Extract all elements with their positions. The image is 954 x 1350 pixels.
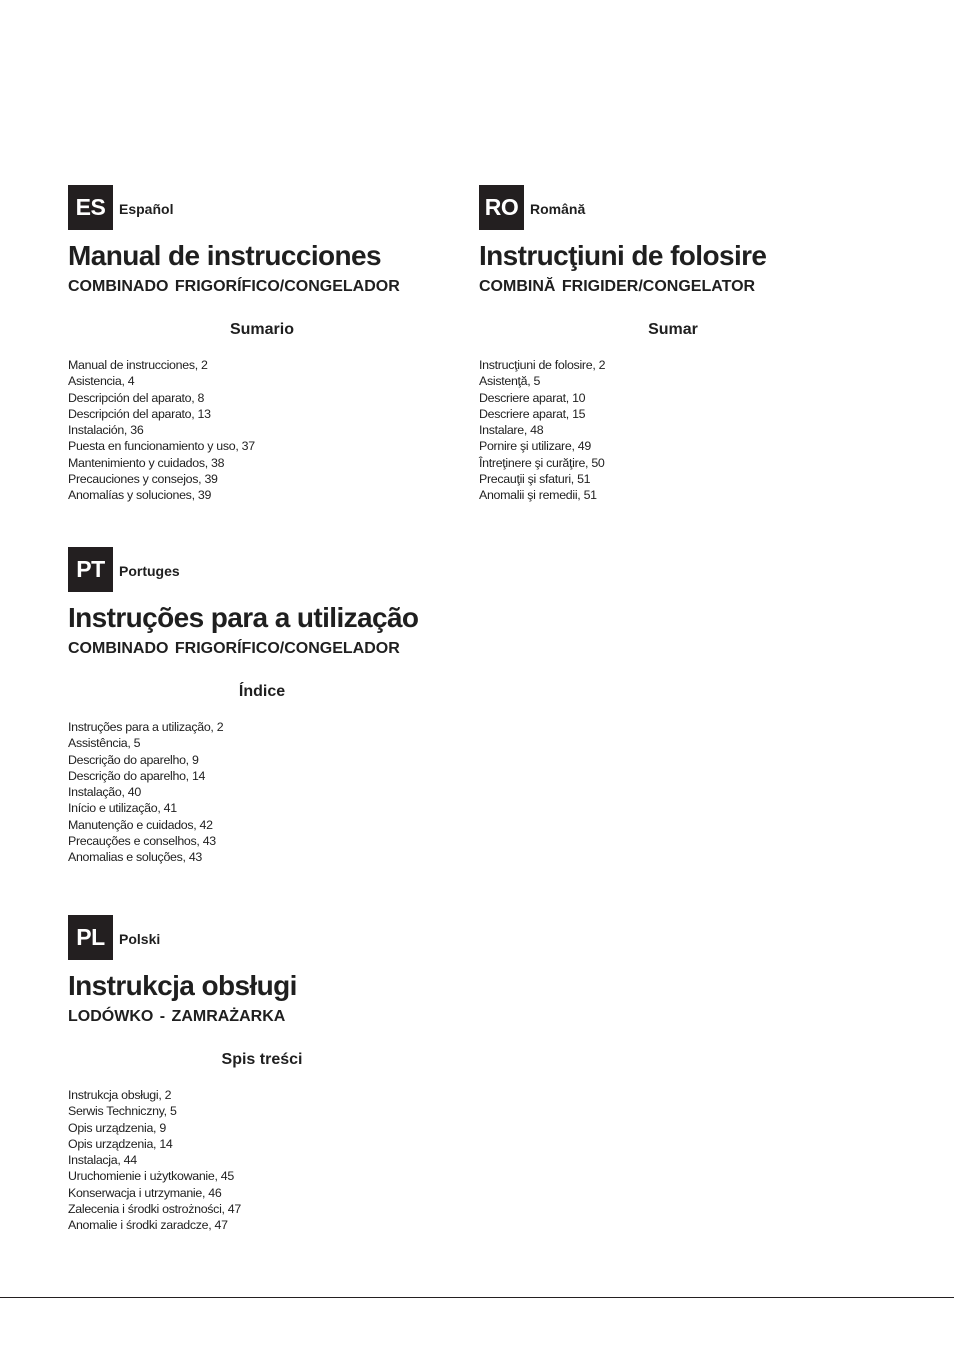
product-subtitle: COMBINADO FRIGORÍFICO/CONGELADOR <box>68 278 400 295</box>
language-code-badge: PL <box>68 915 113 960</box>
toc-item: Descriere aparat, 10 <box>479 390 586 405</box>
toc-item: Precauções e conselhos, 43 <box>68 834 216 849</box>
toc-item: Anomalias e soluções, 43 <box>68 850 202 865</box>
toc-item: Instruções para a utilização, 2 <box>68 720 224 734</box>
toc-item: Serwis Techniczny, 5 <box>68 1104 177 1119</box>
toc-item: Uruchomienie i użytkowanie, 45 <box>68 1169 234 1184</box>
toc-item: Descripción del aparato, 13 <box>68 406 211 421</box>
toc-item: Precauciones y consejos, 39 <box>68 472 218 487</box>
section-ro <box>479 184 879 504</box>
toc-item: Instrucţiuni de folosire, 2 <box>479 358 606 372</box>
language-name: Español <box>119 201 174 217</box>
toc-item: Konserwacja i utrzymanie, 46 <box>68 1185 222 1200</box>
product-subtitle: COMBINADO FRIGORÍFICO/CONGELADOR <box>68 640 400 657</box>
manual-title: Instrukcja obsługi <box>68 970 297 1001</box>
toc-item: Mantenimiento y cuidados, 38 <box>68 455 225 470</box>
toc-item: Descriere aparat, 15 <box>479 406 586 421</box>
toc-item: Pornire şi utilizare, 49 <box>479 439 591 454</box>
toc-heading: Sumar <box>648 321 698 338</box>
language-name: Română <box>530 201 586 217</box>
table-of-contents <box>68 357 468 504</box>
toc-item: Precauţii şi sfaturi, 51 <box>479 472 591 487</box>
table-of-contents <box>68 719 468 866</box>
toc-item: Anomalii şi remedii, 51 <box>479 488 597 503</box>
toc-item: Asistencia, 4 <box>68 374 135 389</box>
toc-item: Instalación, 36 <box>68 423 144 438</box>
toc-item: Zalecenia i środki ostrożności, 47 <box>68 1202 241 1217</box>
toc-item: Anomalías y soluciones, 39 <box>68 488 212 503</box>
page-bottom-divider <box>0 1297 954 1298</box>
section-es <box>68 184 468 504</box>
manual-title: Instrucţiuni de folosire <box>479 240 767 271</box>
manual-title: Manual de instrucciones <box>68 240 381 271</box>
section-pl <box>68 914 468 1234</box>
language-name: Polski <box>119 931 161 947</box>
language-header <box>479 184 879 230</box>
toc-heading: Spis treści <box>221 1051 303 1068</box>
toc-item: Manual de instrucciones, 2 <box>68 358 208 372</box>
manual-title: Instruções para a utilização <box>68 602 419 633</box>
toc-item: Descrição do aparelho, 9 <box>68 752 199 767</box>
language-code-badge: RO <box>479 185 524 230</box>
toc-item: Întreţinere şi curăţire, 50 <box>479 455 605 470</box>
language-header <box>68 184 468 230</box>
toc-item: Opis urządzenia, 14 <box>68 1136 173 1151</box>
toc-item: Instalação, 40 <box>68 785 141 800</box>
language-code-badge: PT <box>68 547 113 592</box>
toc-heading: Sumario <box>229 321 294 338</box>
toc-item: Instrukcja obsługi, 2 <box>68 1088 172 1102</box>
toc-item: Puesta en funcionamiento y uso, 37 <box>68 439 255 454</box>
toc-item: Opis urządzenia, 9 <box>68 1120 166 1135</box>
product-subtitle: COMBINĂ FRIGIDER/CONGELATOR <box>479 278 756 295</box>
toc-item: Assistência, 5 <box>68 736 141 751</box>
toc-item: Descrição do aparelho, 14 <box>68 768 206 783</box>
product-subtitle: LODÓWKO - ZAMRAŻARKA <box>68 1008 286 1025</box>
toc-item: Anomalie i środki zaradcze, 47 <box>68 1218 228 1233</box>
language-header <box>68 546 468 592</box>
toc-item: Início e utilização, 41 <box>68 801 177 816</box>
toc-item: Descripción del aparato, 8 <box>68 390 205 405</box>
toc-heading: Índice <box>238 683 286 700</box>
language-name: Portuges <box>119 563 180 579</box>
toc-item: Instalacja, 44 <box>68 1153 137 1168</box>
language-code-badge: ES <box>68 185 113 230</box>
toc-item: Asistenţă, 5 <box>479 374 541 389</box>
table-of-contents <box>68 1087 468 1234</box>
toc-item: Manutenção e cuidados, 42 <box>68 817 213 832</box>
language-header <box>68 914 468 960</box>
table-of-contents <box>479 357 879 504</box>
toc-item: Instalare, 48 <box>479 423 544 438</box>
section-pt <box>68 546 468 866</box>
